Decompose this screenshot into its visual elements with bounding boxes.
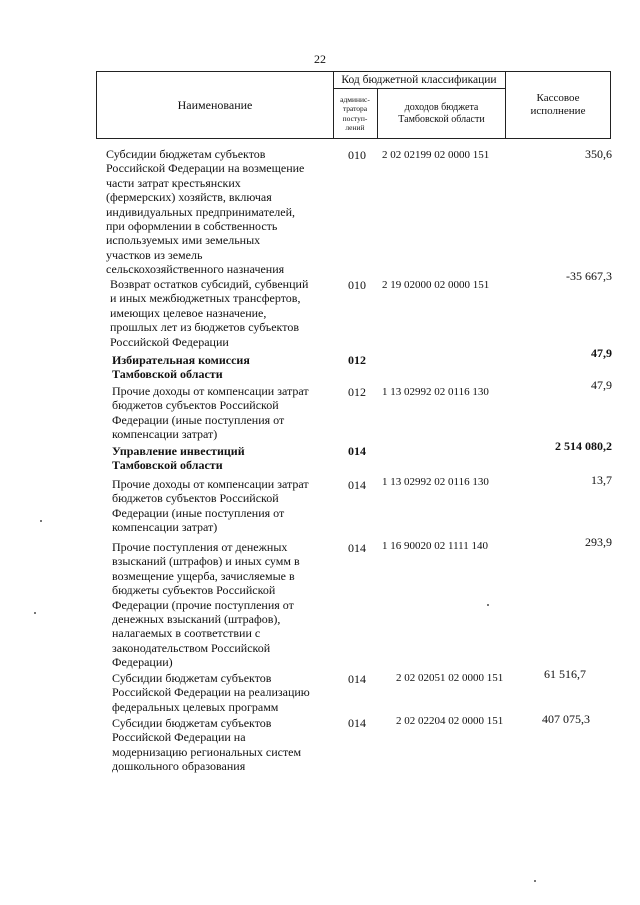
row-code: 1 13 02992 02 0116 130 <box>382 476 489 488</box>
row-code: 1 16 90020 02 1111 140 <box>382 540 489 552</box>
scan-speck <box>534 880 536 882</box>
row-amount: 407 075,3 <box>542 712 590 726</box>
header-admin <box>333 89 378 138</box>
header-name: Наименование <box>97 72 334 138</box>
row-code: 2 02 02204 02 0000 151 <box>396 715 504 727</box>
row-code: 1 13 02992 02 0116 130 <box>382 386 489 398</box>
row-amount: 47,9 <box>591 346 612 360</box>
row-name: Субсидии бюджетам субъектов Российской Федерации на реализацию федеральных целевых программ <box>112 671 310 714</box>
row-name: Избирательная комиссия Тамбовской области <box>112 353 250 382</box>
row-code: 2 02 02051 02 0000 151 <box>396 672 504 684</box>
row-name: Субсидии бюджетам субъектов Российской Федерации на возмещение части затрат крестьянских (фермерских) хозяйств, включая индивидуальных предпринимателей, при оформлении в собственность используемых ими земельных участков из земель сельскохозяйственного назначения <box>106 147 305 277</box>
row-amount: 350,6 <box>585 147 612 161</box>
row-admin: 014 <box>348 444 366 458</box>
row-name: Прочие доходы от компенсации затрат бюджетов субъектов Российской Федерации (иные поступления от компенсации затрат) <box>112 384 309 442</box>
row-name: Возврат остатков субсидий, субвенций и иных межбюджетных трансфертов, имеющих целевое назначение, прошлых лет из бюджетов субъектов Российской Федерации <box>110 277 309 349</box>
row-admin: 010 <box>348 148 366 162</box>
page-number: 22 <box>314 52 326 66</box>
scan-speck <box>34 612 36 614</box>
header-exec <box>506 72 610 138</box>
header-kbk: Код бюджетной классификации <box>333 72 506 89</box>
row-admin: 012 <box>348 353 366 367</box>
row-name: Субсидии бюджетам субъектов Российской Федерации на модернизацию региональных систем дошкольного образования <box>112 716 302 774</box>
row-admin: 014 <box>348 672 366 686</box>
row-amount: -35 667,3 <box>566 269 612 283</box>
scan-speck <box>487 604 489 606</box>
header-income-text: доходов бюджета Тамбовской области <box>398 101 485 125</box>
row-name: Прочие доходы от компенсации затрат бюджетов субъектов Российской Федерации (иные поступления от компенсации затрат) <box>112 477 309 535</box>
header-admin-text: админис- тратора поступ- лений <box>340 94 370 132</box>
row-code: 2 19 02000 02 0000 151 <box>382 279 490 291</box>
header-income <box>378 89 506 138</box>
row-name: Управление инвестиций Тамбовской области <box>112 444 245 473</box>
row-admin: 010 <box>348 278 366 292</box>
row-admin: 014 <box>348 478 366 492</box>
row-amount: 2 514 080,2 <box>555 439 612 453</box>
table-header <box>96 71 611 139</box>
row-amount: 61 516,7 <box>544 667 586 681</box>
row-name: Прочие поступления от денежных взысканий (штрафов) и иных сумм в возмещение ущерба, зачисляемые в бюджеты субъектов Российской Федерации (прочие поступления от денежных взысканий (штрафов), налагаемых в соответствии с законодательством Российской Федерации) <box>112 540 300 670</box>
row-amount: 47,9 <box>591 378 612 392</box>
row-admin: 014 <box>348 716 366 730</box>
header-exec-text: Кассовое исполнение <box>530 92 586 117</box>
row-amount: 13,7 <box>591 473 612 487</box>
scan-speck <box>40 520 42 522</box>
row-admin: 014 <box>348 541 366 555</box>
row-admin: 012 <box>348 385 366 399</box>
row-amount: 293,9 <box>585 535 612 549</box>
row-code: 2 02 02199 02 0000 151 <box>382 149 490 161</box>
